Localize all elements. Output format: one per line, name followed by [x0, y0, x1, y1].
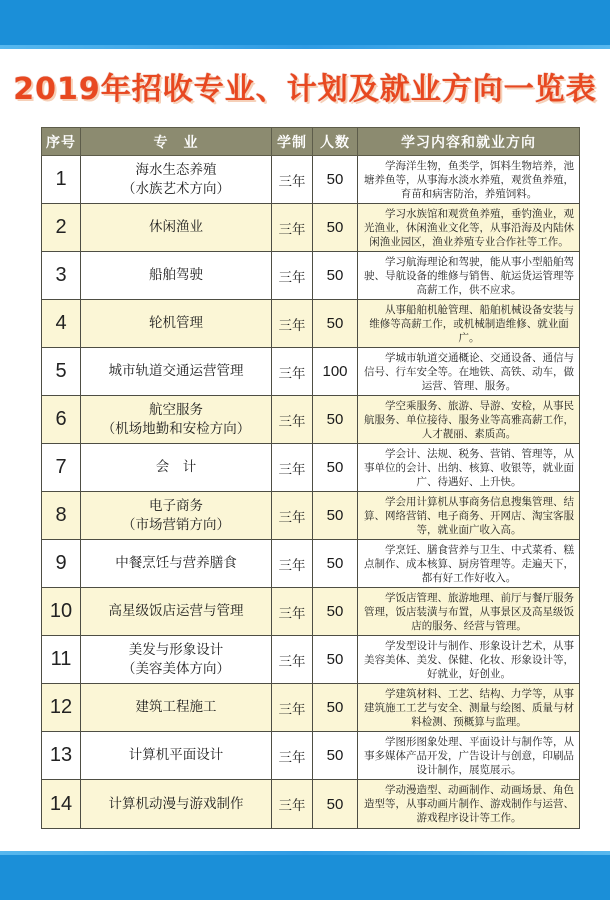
row-count: 50	[313, 540, 358, 588]
row-years: 三年	[272, 204, 313, 252]
major-name: 休闲渔业	[149, 219, 203, 235]
row-index: 9	[42, 540, 81, 588]
row-desc: 学习航海理论和驾驶，能从事小型船舶驾驶、导航设备的维修与销售、航运货运管理等高薪工作，供不应求。	[358, 252, 580, 300]
row-major	[81, 252, 272, 300]
row-desc: 学会计、法规、税务、营销、管理等，从事单位的会计、出纳、核算、收银等，就业面广、待遇好、上升快。	[358, 444, 580, 492]
row-major	[81, 492, 272, 540]
major-direction: （美容美体方向）	[122, 660, 230, 677]
table-row	[42, 636, 580, 684]
major-name: 会 计	[155, 459, 197, 475]
row-index: 10	[42, 588, 81, 636]
major-name: 建筑工程施工	[135, 699, 217, 715]
row-major	[81, 780, 272, 829]
table-row	[42, 732, 580, 780]
row-major	[81, 444, 272, 492]
table-row	[42, 348, 580, 396]
major-name: 计算机动漫与游戏制作	[108, 795, 244, 812]
table-row	[42, 396, 580, 444]
row-major	[81, 540, 272, 588]
row-desc: 学会用计算机从事商务信息搜集管理、结算、网络营销、电子商务、开网店、淘宝客服等，就业面广收入高。	[358, 492, 580, 540]
major-name: 电子商务	[149, 497, 203, 514]
header-major: 专 业	[81, 128, 272, 156]
row-desc: 从事船舶机舱管理、船舶机械设备安装与维修等高薪工作，或机械制造维修、就业面广。	[358, 300, 580, 348]
table-row	[42, 300, 580, 348]
row-years: 三年	[272, 300, 313, 348]
table-row	[42, 252, 580, 300]
row-index: 14	[42, 780, 81, 829]
table-header-row	[42, 128, 580, 156]
row-major	[81, 204, 272, 252]
row-count: 50	[313, 684, 358, 732]
row-desc: 学建筑材料、工艺、结构、力学等，从事建筑施工工艺与安全、测量与绘图、质量与材料检测、预概算与监理。	[358, 684, 580, 732]
row-major	[81, 588, 272, 636]
major-name: 轮机管理	[149, 315, 203, 331]
row-count: 50	[313, 732, 358, 780]
row-index: 12	[42, 684, 81, 732]
row-count: 50	[313, 252, 358, 300]
major-name: 海水生态养殖	[135, 161, 217, 178]
row-desc: 学习水族馆和观赏鱼养殖，垂钓渔业，观光渔业，休闲渔业文化等，从事沿海及内陆休闲渔业园区，渔业养殖专业合作社等工作。	[358, 204, 580, 252]
table-row	[42, 156, 580, 204]
top-banner-strip	[0, 45, 610, 49]
table-row	[42, 780, 580, 829]
major-name: 船舶驾驶	[149, 267, 203, 283]
row-desc: 学空乘服务、旅游、导游、安检，从事民航服务、单位接待、服务业等高雅高薪工作，人才靓丽、素质高。	[358, 396, 580, 444]
major-direction: （水族艺术方向）	[122, 180, 230, 197]
row-years: 三年	[272, 348, 313, 396]
row-years: 三年	[272, 780, 313, 829]
row-years: 三年	[272, 444, 313, 492]
row-count: 50	[313, 444, 358, 492]
row-index: 11	[42, 636, 81, 684]
table-row	[42, 588, 580, 636]
row-major	[81, 684, 272, 732]
row-desc: 学海洋生物，鱼类学，饵料生物培养，池塘养鱼等，从事海水淡水养殖，观赏鱼养殖，育苗和病害防治，养殖饲料。	[358, 156, 580, 204]
major-name: 航空服务	[149, 401, 203, 418]
major-direction: （机场地勤和安检方向）	[101, 420, 251, 437]
row-desc: 学城市轨道交通概论、交通设备、通信与信号、行车安全等。在地铁、高铁、动车，做运营、管理、服务。	[358, 348, 580, 396]
bottom-banner	[0, 851, 610, 900]
row-index: 4	[42, 300, 81, 348]
row-index: 13	[42, 732, 81, 780]
page-title: 2019年招收专业、计划及就业方向一览表	[13, 72, 597, 107]
row-years: 三年	[272, 396, 313, 444]
bottom-banner-strip	[0, 851, 610, 855]
major-name: 中餐烹饪与营养膳食	[115, 555, 237, 571]
row-index: 2	[42, 204, 81, 252]
row-years: 三年	[272, 252, 313, 300]
table-row	[42, 684, 580, 732]
row-major	[81, 156, 272, 204]
row-major	[81, 348, 272, 396]
row-desc: 学图形图象处理、平面设计与制作等，从事多媒体产品开发，广告设计与创意，印刷品设计制作，展览展示。	[358, 732, 580, 780]
row-index: 7	[42, 444, 81, 492]
row-major	[81, 396, 272, 444]
row-desc: 学动漫造型、动画制作、动画场景、角色造型等，从事动画片制作、游戏制作与运营、游戏程序设计等工作。	[358, 780, 580, 829]
row-count: 50	[313, 588, 358, 636]
table-row	[42, 540, 580, 588]
top-banner	[0, 0, 610, 49]
table-row	[42, 204, 580, 252]
row-desc: 学饭店管理、旅游地理、前厅与餐厅服务管理，饭店装潢与布置，从事景区及高星级饭店的服务、经营与管理。	[358, 588, 580, 636]
table-row	[42, 492, 580, 540]
row-desc: 学发型设计与制作、形象设计艺术，从事美容美体、美发、保健、化妆、形象设计等，好就业，好创业。	[358, 636, 580, 684]
row-count: 50	[313, 300, 358, 348]
row-major	[81, 732, 272, 780]
major-name: 计算机平面设计	[128, 747, 224, 763]
row-count: 50	[313, 204, 358, 252]
row-years: 三年	[272, 540, 313, 588]
row-years: 三年	[272, 588, 313, 636]
row-major	[81, 300, 272, 348]
row-major	[81, 636, 272, 684]
header-count: 人数	[313, 128, 358, 156]
row-years: 三年	[272, 492, 313, 540]
row-years: 三年	[272, 156, 313, 204]
header-index: 序号	[42, 128, 81, 156]
major-direction: （市场营销方向）	[122, 516, 230, 533]
row-count: 50	[313, 636, 358, 684]
row-count: 100	[313, 348, 358, 396]
table-row	[42, 444, 580, 492]
row-index: 5	[42, 348, 81, 396]
major-name: 高星级饭店运营与管理	[108, 603, 244, 619]
major-name: 美发与形象设计	[128, 641, 224, 658]
row-count: 50	[313, 780, 358, 829]
row-years: 三年	[272, 732, 313, 780]
row-years: 三年	[272, 636, 313, 684]
row-index: 6	[42, 396, 81, 444]
header-desc: 学习内容和就业方向	[358, 128, 580, 156]
row-index: 1	[42, 156, 81, 204]
row-count: 50	[313, 396, 358, 444]
major-name: 城市轨道交通运营管理	[108, 363, 244, 379]
row-count: 50	[313, 492, 358, 540]
row-index: 8	[42, 492, 81, 540]
row-index: 3	[42, 252, 81, 300]
row-count: 50	[313, 156, 358, 204]
row-years: 三年	[272, 684, 313, 732]
header-years: 学制	[272, 128, 313, 156]
enrollment-table	[41, 127, 580, 829]
row-desc: 学烹饪、膳食营养与卫生、中式菜肴、糕点制作、成本核算、厨房管理等。走遍天下，都有好工作好收入。	[358, 540, 580, 588]
